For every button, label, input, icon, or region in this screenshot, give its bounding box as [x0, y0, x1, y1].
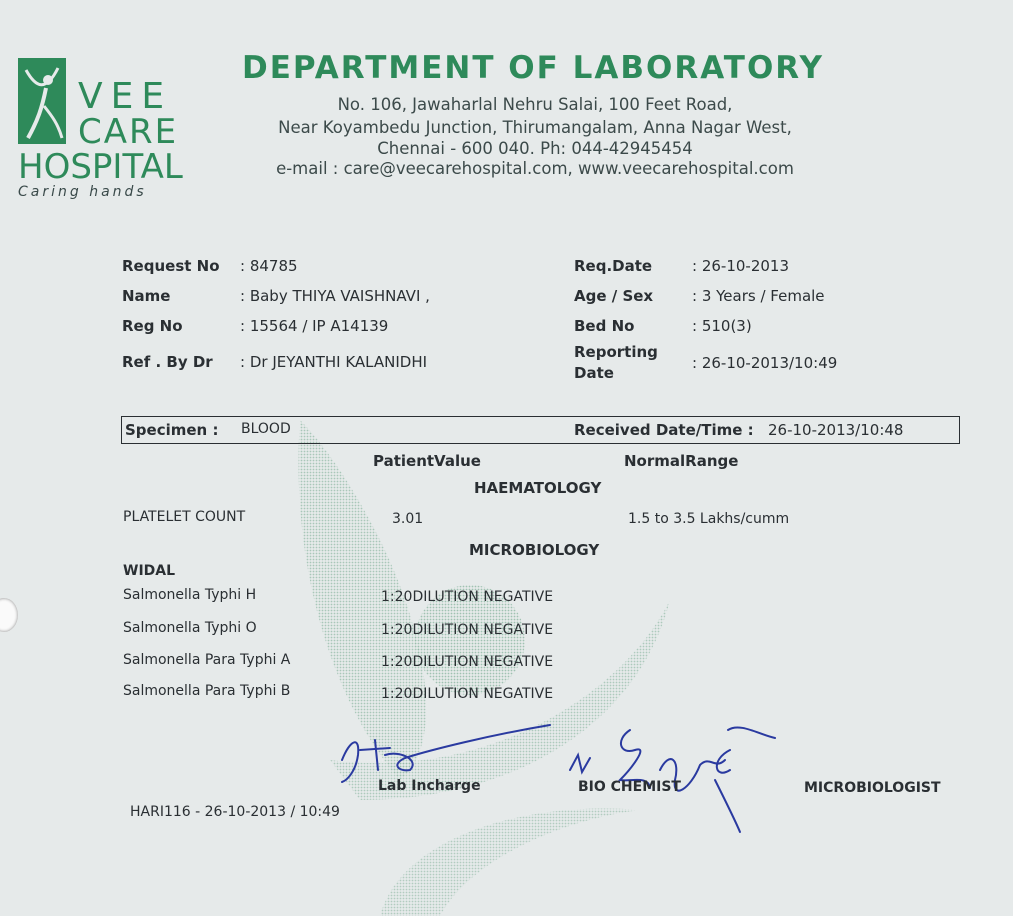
reporting-date-label-line1: Reporting: [574, 343, 658, 361]
request-no-label: Request No: [122, 257, 220, 275]
microbiologist-label: MICROBIOLOGIST: [804, 780, 941, 796]
lab-incharge-label: Lab Incharge: [378, 778, 481, 794]
haematology-heading: HAEMATOLOGY: [474, 479, 602, 497]
age-sex-label: Age / Sex: [574, 287, 654, 305]
logo-tagline: Caring hands: [18, 184, 147, 200]
patient-value-header: PatientValue: [373, 452, 481, 470]
widal-test-name: Salmonella Para Typhi B: [123, 683, 291, 699]
bed-no-label: Bed No: [574, 317, 635, 335]
widal-test-name: Salmonella Typhi O: [123, 620, 257, 636]
ref-by-label: Ref . By Dr: [122, 353, 213, 371]
logo-text-hospital: HOSPITAL: [18, 147, 183, 187]
address-line-3: Chennai - 600 040. Ph: 044-42945454: [377, 139, 693, 158]
bed-no-value: : 510(3): [692, 317, 752, 335]
contact-line: e-mail : care@veecarehospital.com, www.veecarehospital.com: [276, 159, 794, 178]
widal-test-name: Salmonella Para Typhi A: [123, 652, 291, 668]
age-sex-value: : 3 Years / Female: [692, 287, 825, 305]
normal-range-header: NormalRange: [624, 452, 739, 470]
address-line-1: No. 106, Jawaharlal Nehru Salai, 100 Feet Road,: [337, 95, 733, 114]
dancer-icon: [18, 58, 66, 144]
req-date-label: Req.Date: [574, 257, 653, 275]
widal-test-result: 1:20DILUTION NEGATIVE: [381, 622, 554, 638]
haematology-test-name: PLATELET COUNT: [123, 509, 246, 525]
logo-text-vee: VEE: [78, 76, 173, 117]
signature-marks: [330, 710, 790, 840]
widal-test-result: 1:20DILUTION NEGATIVE: [381, 589, 554, 605]
widal-test-result: 1:20DILUTION NEGATIVE: [381, 654, 554, 670]
address-line-2: Near Koyambedu Junction, Thirumangalam, Anna Nagar West,: [278, 118, 792, 137]
bio-chemist-signature: [570, 755, 590, 772]
reporting-date-value: : 26-10-2013/10:49: [692, 354, 837, 372]
widal-test-name: Salmonella Typhi H: [123, 587, 257, 603]
microbiology-heading: MICROBIOLOGY: [469, 541, 600, 559]
logo-emblem: [18, 58, 66, 144]
received-value: 26-10-2013/10:48: [768, 421, 904, 439]
specimen-value: BLOOD: [241, 421, 291, 437]
footer-print-info: HARI116 - 26-10-2013 / 10:49: [130, 804, 340, 820]
name-value: : Baby THIYA VAISHNAVI ,: [240, 287, 430, 305]
department-title: DEPARTMENT OF LABORATORY: [242, 50, 824, 86]
received-label: Received Date/Time :: [574, 421, 754, 439]
specimen-label: Specimen :: [125, 421, 219, 439]
haematology-test-range: 1.5 to 3.5 Lakhs/cumm: [628, 511, 790, 527]
bio-chemist-label: BIO CHEMIST: [578, 779, 681, 795]
request-no-value: : 84785: [240, 257, 298, 275]
logo-text-care: CARE: [78, 112, 179, 152]
haematology-test-value: 3.01: [392, 511, 424, 527]
req-date-value: : 26-10-2013: [692, 257, 789, 275]
reg-no-value: : 15564 / IP A14139: [240, 317, 388, 335]
name-label: Name: [122, 287, 171, 305]
lab-incharge-signature: [342, 742, 358, 782]
widal-test-result: 1:20DILUTION NEGATIVE: [381, 686, 554, 702]
reg-no-label: Reg No: [122, 317, 183, 335]
ref-by-value: : Dr JEYANTHI KALANIDHI: [240, 353, 427, 371]
widal-subheading: WIDAL: [123, 563, 176, 579]
reporting-date-label-line2: Date: [574, 364, 614, 382]
